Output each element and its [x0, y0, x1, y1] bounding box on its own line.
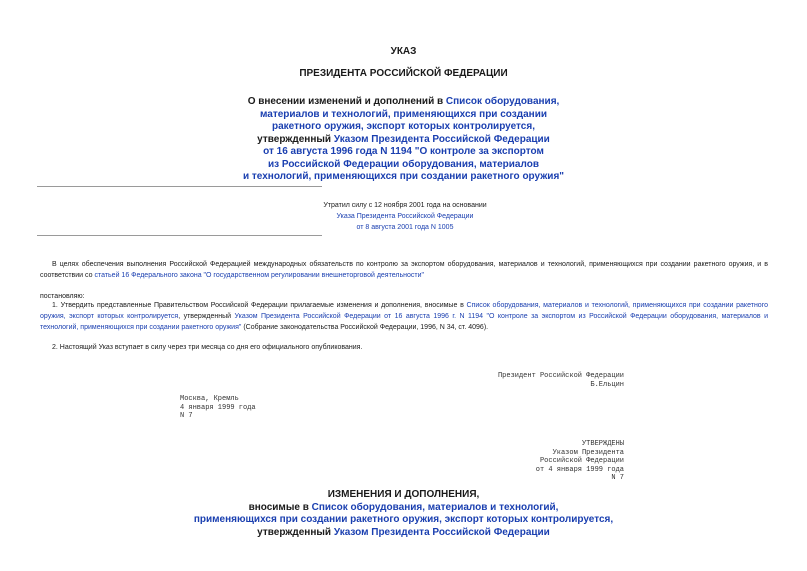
annex-text: вносимые в	[248, 501, 312, 513]
title-text: О внесении изменений и дополнений в	[247, 96, 446, 107]
status-text: Утратил силу с 12 ноября 2001 года на основании	[323, 202, 487, 209]
clause-2: 2. Настоящий Указ вступает в силу через три месяца со дня его официального опубликования.	[52, 344, 363, 351]
issue-details	[180, 395, 256, 421]
approval-line: от 4 января 1999 года	[535, 465, 624, 474]
decree-link[interactable]: и технологий, применяющихся при создании ракетного оружия"	[242, 171, 565, 182]
preamble-text: В целях обеспечения выполнения Российской Федерацией международных обязательств по контролю за экспортом оборудования, материалов и технологий, применяющихся при создании ракетного оружия, и в соответствии со	[40, 261, 768, 279]
approval-line: Указом Президента	[552, 448, 624, 457]
approval-line: Российской Федерации	[539, 457, 624, 465]
decree-link[interactable]: от 16 августа 1996 года N 1194 "О контроле за экспортом	[263, 146, 544, 157]
annex-title	[0, 489, 807, 539]
issue-place: Москва, Кремль	[180, 395, 239, 403]
status-note	[290, 200, 520, 233]
title-text: утвержденный	[257, 133, 334, 145]
law-article-link[interactable]: статьей 16 Федерального закона "О государственном регулировании внешнеторговой деятельности"	[94, 272, 424, 279]
issue-number: N 7	[180, 412, 193, 420]
decree-link[interactable]: Указом Президента Российской Федерации	[333, 133, 550, 145]
annex-text: утвержденный	[257, 526, 334, 538]
list-link[interactable]: Список оборудования,	[445, 96, 560, 107]
list-link[interactable]: материалов и технологий, применяющихся при создании	[260, 108, 547, 120]
repeal-decree-link[interactable]: Указа Президента Российской Федерации	[336, 213, 474, 220]
decree-link[interactable]: Указом Президента Российской Федерации	[333, 526, 550, 538]
clause-1-text: 1. Утвердить представленные Правительством Российской Федерации прилагаемые изменения и дополнения, вносимые в	[52, 302, 467, 309]
divider-top	[37, 186, 322, 187]
decree-link[interactable]: Указом Президента Российской Федерации от 16 августа 1996 г. N 1194 "О контроле за экспортом из Российской Федерации оборудования, материалов и технологий, применяющихся при создании ракетного оружия"	[40, 313, 768, 331]
preamble-paragraph	[40, 259, 768, 281]
approval-stamp	[536, 440, 624, 483]
approval-line: N 7	[611, 474, 624, 482]
annex-heading: ИЗМЕНЕНИЯ И ДОПОЛНЕНИЯ,	[327, 489, 480, 500]
repeal-decree-link[interactable]: от 8 августа 2001 года N 1005	[356, 224, 454, 231]
list-link[interactable]: ракетного оружия, экспорт которых контролируется,	[272, 121, 535, 132]
issue-date: 4 января 1999 года	[180, 403, 256, 412]
decree-title	[0, 96, 807, 184]
clause-1-text: (Собрание законодательства Российской Федерации, 1996, N 34, ст. 4096).	[241, 324, 489, 331]
divider-bottom	[37, 235, 322, 236]
signature-block	[498, 372, 624, 389]
decree-link[interactable]: из Российской Федерации оборудования, материалов	[268, 158, 539, 170]
approval-line: УТВЕРЖДЕНЫ	[581, 440, 624, 448]
signer-position: Президент Российской Федерации	[497, 372, 624, 380]
list-link[interactable]: применяющихся при создании ракетного оружия, экспорт которых контролируется,	[193, 514, 614, 525]
decree-heading: УКАЗ	[390, 46, 417, 57]
list-link[interactable]: Список оборудования, материалов и технологий, применяющихся при создании ракетного оружия, экспорт которых контролируется	[40, 302, 768, 320]
resolution-word: постановляю:	[40, 293, 85, 300]
decree-issuer: ПРЕЗИДЕНТА РОССИЙСКОЙ ФЕДЕРАЦИИ	[299, 68, 508, 79]
list-link[interactable]: Список оборудования, материалов и технологий,	[311, 501, 559, 513]
clause-1	[40, 300, 768, 333]
signer-name: Б.Ельцин	[590, 380, 624, 389]
clause-1-text: , утвержденный	[178, 313, 235, 320]
